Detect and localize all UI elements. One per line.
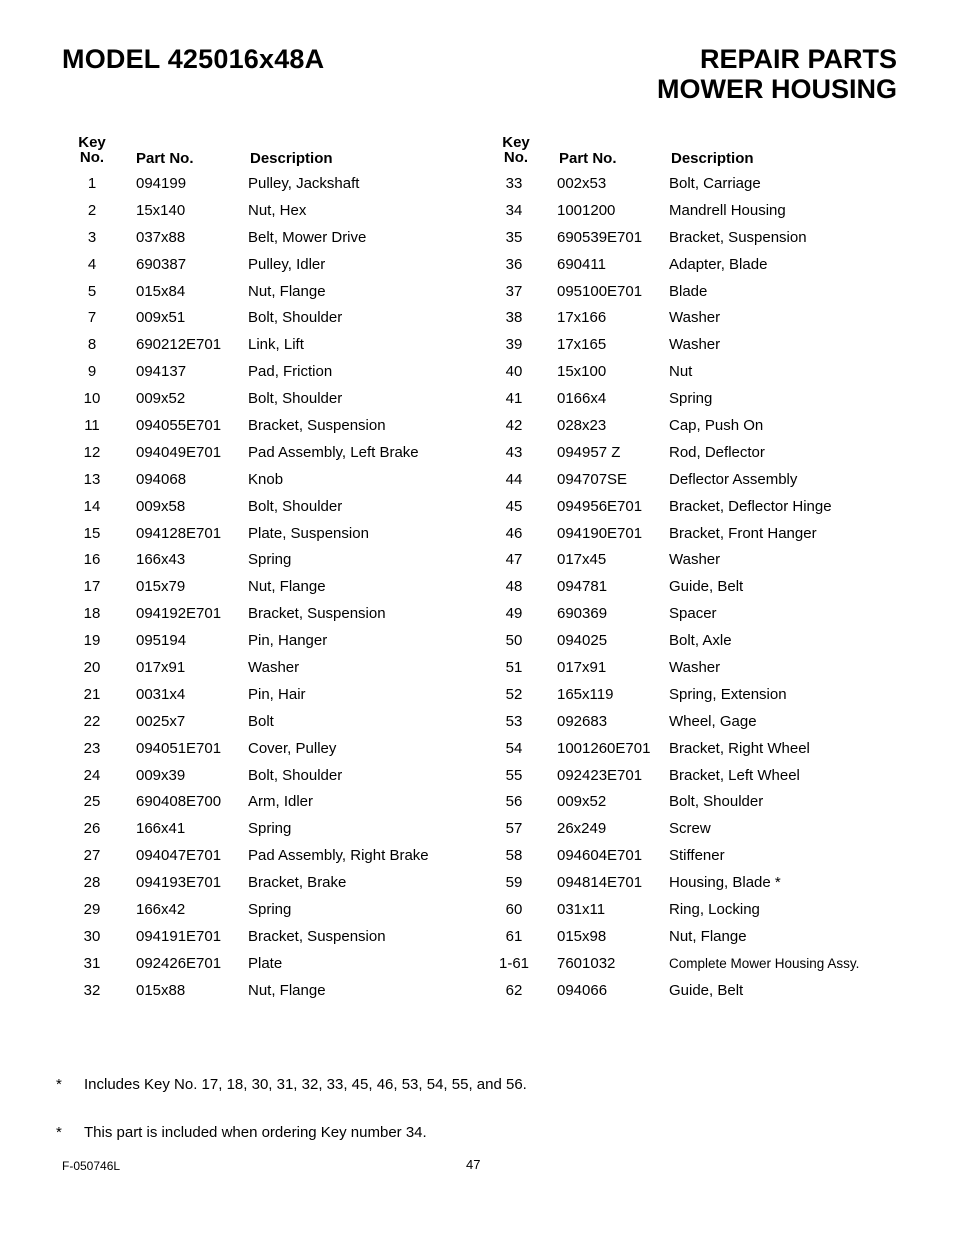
section-title-line1: REPAIR PARTS [699,44,897,74]
part-no-cell: 690387 [136,255,187,273]
part-no-cell: 094707SE [557,470,628,488]
table-row [484,546,904,573]
parts-table-left [62,135,462,1004]
table-row [484,412,904,439]
key-no-cell: 42 [505,417,523,435]
part-no-cell: 1001260E701 [557,739,651,757]
description-cell: Bolt, Shoulder [248,309,343,327]
part-no-cell: 009x39 [136,766,186,784]
description-cell: Spring [248,551,292,569]
footnote-text: Includes Key No. 17, 18, 30, 31, 32, 33, 45, 46, 53, 54, 55, and 56. [84,1076,527,1093]
key-no-cell: 46 [505,524,523,542]
key-no-cell: 7 [87,309,97,327]
description-cell: Spring [669,390,713,408]
table-row [484,600,904,627]
table-row [484,170,904,197]
key-no-cell: 50 [505,632,523,650]
table-row [62,842,462,869]
part-no-cell: 095194 [136,632,187,650]
table-row [62,358,462,385]
table-row [484,762,904,789]
table-row [484,466,904,493]
description-cell: Stiffener [669,847,725,865]
description-cell: Pin, Hanger [248,632,328,650]
table-row [62,681,462,708]
description-cell: Screw [669,820,711,838]
key-no-cell: 29 [83,901,101,919]
key-header-line1: Key [78,134,106,151]
part-no-cell: 037x88 [136,228,186,246]
key-no-cell: 24 [83,766,101,784]
key-no-cell: 51 [505,659,523,677]
table-row [62,170,462,197]
key-no-header [62,135,122,165]
description-cell: Washer [248,659,300,677]
description-cell: Pin, Hair [248,685,306,703]
table-row [62,385,462,412]
part-no-cell: 690212E701 [136,336,222,354]
table-row [484,224,904,251]
part-no-cell: 094190E701 [557,524,643,542]
description-cell: Pulley, Idler [248,255,326,273]
table-row [484,788,904,815]
description-cell: Bracket, Brake [248,874,347,892]
part-no-cell: 15x140 [136,201,186,219]
description-header: Description [671,150,754,167]
description-cell: Spring [248,901,292,919]
description-cell: Bracket, Front Hanger [669,524,817,542]
description-header: Description [250,150,333,167]
table-row [62,654,462,681]
part-no-cell: 015x84 [136,282,186,300]
table-row [62,466,462,493]
table-row [484,950,904,977]
table-row [484,493,904,520]
key-no-cell: 22 [83,712,101,730]
key-no-cell: 34 [505,201,523,219]
part-no-cell: 028x23 [557,417,607,435]
key-no-cell: 5 [87,282,97,300]
description-cell: Link, Lift [248,336,304,354]
description-cell: Bolt, Shoulder [248,766,343,784]
part-no-cell: 015x98 [557,927,607,945]
table-row [62,251,462,278]
parts-table-right [484,135,904,1004]
table-row [484,815,904,842]
description-cell: Bracket, Right Wheel [669,739,810,757]
key-no-cell: 48 [505,578,523,596]
key-header-line2: No. [503,149,529,166]
table-row [62,520,462,547]
table-row [484,654,904,681]
key-no-cell: 20 [83,659,101,677]
description-cell: Bolt, Shoulder [248,497,343,515]
key-no-cell: 14 [83,497,101,515]
table-row [62,896,462,923]
key-no-cell: 23 [83,739,101,757]
table-row [484,278,904,305]
key-no-cell: 2 [87,201,97,219]
description-cell: Washer [669,659,721,677]
part-no-cell: 094199 [136,175,187,192]
key-no-cell: 53 [505,712,523,730]
key-no-cell: 59 [505,874,523,892]
description-cell: Bolt, Axle [669,632,732,650]
part-no-cell: 165x119 [557,685,614,703]
part-no-cell: 094047E701 [136,847,222,865]
section-title [657,44,897,104]
part-no-cell: 009x52 [557,793,607,811]
table-row [484,304,904,331]
part-no-cell: 015x79 [136,578,186,596]
part-no-cell: 690411 [557,255,606,273]
description-cell: Washer [669,336,721,354]
part-no-cell: 1001200 [557,201,616,219]
part-no-cell: 094049E701 [136,443,222,461]
key-no-cell: 12 [83,443,101,461]
table-row [62,762,462,789]
part-no-cell: 094128E701 [136,524,222,542]
description-cell: Blade [669,282,708,300]
table-row [62,224,462,251]
description-cell: Nut, Hex [248,201,307,219]
table-row [62,735,462,762]
part-no-cell: 095100E701 [557,282,643,300]
key-no-cell: 43 [505,443,523,461]
description-cell: Cap, Push On [669,417,764,435]
description-cell: Bolt, Carriage [669,175,761,192]
section-title-line2: MOWER HOUSING [657,74,897,104]
document-code: F-050746L [62,1159,121,1173]
table-row [484,358,904,385]
table-row [484,869,904,896]
description-cell: Ring, Locking [669,901,760,919]
description-cell: Bolt, Shoulder [669,793,764,811]
description-cell: Bracket, Left Wheel [669,766,800,784]
description-cell: Spring, Extension [669,685,787,703]
key-no-cell: 44 [505,470,523,488]
description-cell: Nut, Flange [248,282,326,300]
part-no-cell: 094137 [136,363,187,381]
key-no-cell: 55 [505,766,523,784]
table-row [62,600,462,627]
table-row [62,788,462,815]
key-no-cell: 32 [83,981,101,999]
key-no-cell: 19 [83,632,101,650]
key-header-line2: No. [79,149,105,166]
key-no-cell: 11 [84,417,100,435]
table-row [62,493,462,520]
key-no-cell: 60 [505,901,523,919]
description-cell: Wheel, Gage [669,712,757,730]
part-no-cell: 166x42 [136,901,186,919]
table-row [484,896,904,923]
key-no-cell: 36 [505,255,523,273]
description-cell: Nut, Flange [669,927,747,945]
part-no-cell: 017x45 [557,551,607,569]
key-no-cell: 21 [83,685,101,703]
description-cell: Plate [248,954,283,972]
key-no-cell: 37 [505,282,523,300]
table-row [484,520,904,547]
table-row [62,573,462,600]
left-rows [62,170,462,1004]
part-no-cell: 7601032 [557,954,616,972]
key-no-cell: 4 [87,255,97,273]
description-cell: Bracket, Suspension [248,927,386,945]
part-no-cell: 094604E701 [557,847,643,865]
key-no-cell: 49 [505,605,523,623]
table-row [62,546,462,573]
table-row [62,869,462,896]
footnote-symbol: * [56,1124,62,1141]
description-cell: Complete Mower Housing Assy. [669,955,860,971]
description-cell: Guide, Belt [669,578,744,596]
key-no-cell: 9 [87,363,97,381]
description-cell: Guide, Belt [669,981,744,999]
description-cell: Bracket, Deflector Hinge [669,497,832,515]
part-no-cell: 094025 [557,632,608,650]
part-no-cell: 094068 [136,470,187,488]
key-no-cell: 28 [83,874,101,892]
part-no-cell: 009x52 [136,390,186,408]
part-no-header: Part No. [136,150,194,167]
description-cell: Cover, Pulley [248,739,337,757]
table-row [62,439,462,466]
part-no-cell: 690408E700 [136,793,222,811]
page-number: 47 [466,1157,481,1172]
key-no-cell: 30 [83,927,101,945]
key-no-cell: 35 [505,228,523,246]
key-no-cell: 15 [83,524,101,542]
key-no-cell: 61 [505,927,523,945]
key-no-cell: 10 [83,390,101,408]
table-row [62,815,462,842]
description-cell: Mandrell Housing [669,201,786,219]
table-row [484,573,904,600]
key-no-cell: 38 [505,309,523,327]
part-no-cell: 166x41 [136,820,186,838]
footnote-text: This part is included when ordering Key number 34. [84,1124,427,1141]
description-cell: Housing, Blade * [669,874,781,892]
part-no-cell: 0031x4 [136,685,186,703]
part-no-cell: 015x88 [136,981,186,999]
key-no-cell: 58 [505,847,523,865]
part-no-cell: 017x91 [557,659,607,677]
key-no-cell: 8 [87,336,97,354]
table-row [484,331,904,358]
part-no-cell: 17x165 [557,336,607,354]
table-row [484,385,904,412]
description-cell: Deflector Assembly [669,470,798,488]
key-no-cell: 62 [505,981,523,999]
description-cell: Pad Assembly, Right Brake [248,847,429,865]
part-no-cell: 002x53 [557,175,607,192]
table-row [62,923,462,950]
part-no-cell: 017x91 [136,659,186,677]
key-no-cell: 1-61 [498,954,530,972]
part-no-cell: 009x51 [136,309,186,327]
description-cell: Adapter, Blade [669,255,768,273]
key-no-cell: 40 [505,363,523,381]
table-row [62,331,462,358]
description-cell: Bracket, Suspension [248,605,386,623]
key-no-cell: 52 [505,685,523,703]
description-cell: Belt, Mower Drive [248,228,367,246]
part-no-cell: 690539E701 [557,228,643,246]
part-no-cell: 26x249 [557,820,607,838]
table-row [62,950,462,977]
table-row [484,977,904,1004]
part-no-header: Part No. [559,150,617,167]
table-row [484,681,904,708]
key-no-cell: 45 [505,497,523,515]
part-no-cell: 094193E701 [136,874,222,892]
description-cell: Nut, Flange [248,981,326,999]
part-no-cell: 094957 Z [557,443,621,461]
description-cell: Spring [248,820,292,838]
description-cell: Spacer [669,605,717,623]
part-no-cell: 092426E701 [136,954,222,972]
footnote-symbol: * [56,1076,62,1093]
part-no-cell: 092683 [557,712,608,730]
table-row [484,197,904,224]
part-no-cell: 094192E701 [136,605,222,623]
description-cell: Pulley, Jackshaft [248,175,360,192]
table-row [484,439,904,466]
key-no-cell: 17 [83,578,101,596]
table-row [484,842,904,869]
description-cell: Knob [248,470,284,488]
part-no-cell: 17x166 [557,309,607,327]
part-no-cell: 031x11 [557,901,606,919]
description-cell: Washer [669,309,721,327]
model-title: MODEL 425016x48A [62,44,325,74]
part-no-cell: 094814E701 [557,874,643,892]
table-row [484,923,904,950]
table-row [484,627,904,654]
description-cell: Rod, Deflector [669,443,765,461]
key-header-line1: Key [502,134,530,151]
part-no-cell: 094055E701 [136,417,222,435]
key-no-cell: 31 [83,954,101,972]
key-no-cell: 54 [505,739,523,757]
description-cell: Arm, Idler [248,793,314,811]
description-cell: Plate, Suspension [248,524,369,542]
table-row [62,627,462,654]
part-no-cell: 15x100 [557,363,607,381]
table-row [62,708,462,735]
key-no-cell: 56 [505,793,523,811]
part-no-cell: 690369 [557,605,608,623]
description-cell: Bracket, Suspension [248,417,386,435]
part-no-cell: 094051E701 [136,739,222,757]
part-no-cell: 166x43 [136,551,186,569]
key-no-cell: 26 [83,820,101,838]
table-row [484,735,904,762]
table-row [62,412,462,439]
description-cell: Pad Assembly, Left Brake [248,443,419,461]
key-no-cell: 18 [83,605,101,623]
table-row [62,977,462,1004]
description-cell: Bolt, Shoulder [248,390,343,408]
part-no-cell: 0166x4 [557,390,607,408]
key-no-header [486,135,546,165]
table-row [484,708,904,735]
description-cell: Nut, Flange [248,578,326,596]
part-no-cell: 0025x7 [136,712,186,730]
table-row [62,197,462,224]
description-cell: Bracket, Suspension [669,228,807,246]
key-no-cell: 39 [505,336,523,354]
key-no-cell: 57 [505,820,523,838]
description-cell: Bolt [248,712,274,730]
key-no-cell: 47 [505,551,523,569]
key-no-cell: 33 [505,175,523,192]
table-row [484,251,904,278]
part-no-cell: 094956E701 [557,497,643,515]
table-row [62,278,462,305]
key-no-cell: 1 [87,175,97,192]
description-cell: Nut [669,363,693,381]
key-no-cell: 41 [505,390,523,408]
part-no-cell: 009x58 [136,497,186,515]
part-no-cell: 094191E701 [136,927,222,945]
table-row [62,304,462,331]
table-header [62,135,462,170]
part-no-cell: 092423E701 [557,766,643,784]
part-no-cell: 094066 [557,981,608,999]
key-no-cell: 3 [87,228,97,246]
key-no-cell: 13 [83,470,101,488]
description-cell: Pad, Friction [248,363,333,381]
description-cell: Washer [669,551,721,569]
right-rows [484,170,904,1004]
table-header [484,135,904,170]
part-no-cell: 094781 [557,578,608,596]
key-no-cell: 25 [83,793,101,811]
key-no-cell: 27 [83,847,101,865]
key-no-cell: 16 [83,551,101,569]
